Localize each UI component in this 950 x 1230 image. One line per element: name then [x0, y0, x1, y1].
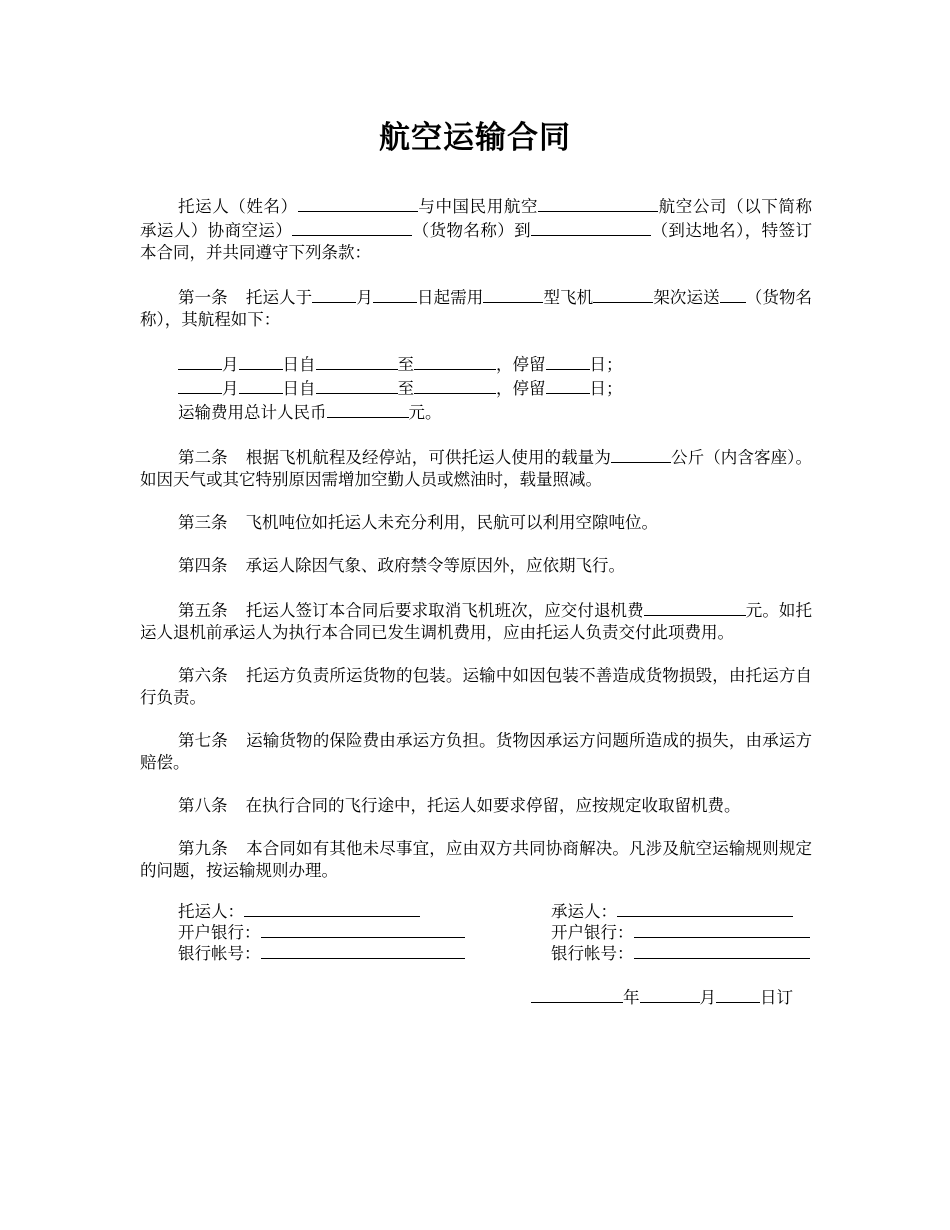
- shipper-bank: 开户银行：: [178, 920, 465, 943]
- blank-month[interactable]: [312, 285, 356, 303]
- blank-destination[interactable]: [531, 218, 651, 236]
- route-line-2: 月 日自 至 ，停留 日；: [140, 376, 812, 400]
- blank-fee[interactable]: [327, 400, 409, 418]
- article-9: 第九条 本合同如有其他未尽事宜，应由双方共同协商解决。凡涉及航空运输规则规定的问题，按运输规则办理。: [140, 839, 813, 880]
- blank-airline[interactable]: [538, 194, 658, 212]
- shipper-signature: 托运人：: [178, 899, 420, 922]
- blank-payload[interactable]: [611, 445, 671, 463]
- blank-shipper-name[interactable]: [298, 194, 418, 212]
- signing-date: 年 月 日订: [531, 984, 793, 1008]
- blank-aircraft-type[interactable]: [483, 285, 543, 303]
- article-7: 第七条 运输货物的保险费由承运方负担。货物因承运方问题所造成的损失，由承运方赔偿。: [140, 731, 813, 772]
- blank-origin[interactable]: [292, 218, 412, 236]
- article-3: 第三条 飞机吨位如托运人未充分利用，民航可以利用空隙吨位。: [178, 513, 658, 532]
- carrier-bank: 开户银行：: [551, 920, 810, 943]
- blank-cancel-fee[interactable]: [644, 598, 746, 616]
- article-1: 第一条 托运人于 月 日起需用 型飞机 架次运送 （货物名称），其航程如下：: [140, 285, 812, 331]
- article-5: 第五条 托运人签订本合同后要求取消飞机班次，应交付退机费 元。如托运人退机前承运人为执行本合同已发生调机费用，应由托运人负责交付此项费用。: [140, 598, 812, 644]
- carrier-signature: 承运人：: [551, 899, 793, 922]
- intro-paragraph: 托运人（姓名） 与中国民用航空 航空公司（以下简称承运人）协商空运） （货物名称）到 （到达地名），特签订本合同，并共同遵守下列条款：: [140, 194, 812, 264]
- carrier-account: 银行帐号：: [551, 941, 810, 964]
- contract-body: [140, 194, 812, 903]
- article-2: 第二条 根据飞机航程及经停站，可供托运人使用的载量为 公斤（内含客座）。如因天气或其它特别原因需增加空勤人员或燃油时，载量照减。: [140, 445, 812, 491]
- article-8: 第八条 在执行合同的飞行途中，托运人如要求停留，应按规定收取留机费。: [178, 796, 741, 815]
- document-title: 航空运输合同: [379, 120, 571, 156]
- blank-flights[interactable]: [593, 285, 653, 303]
- blank-day[interactable]: [373, 285, 417, 303]
- article-6: 第六条 托运方负责所运货物的包装。运输中如因包装不善造成货物损毁，由托运方自行负责。: [140, 666, 813, 707]
- fee-line: 运输费用总计人民币 元。: [140, 400, 812, 424]
- shipper-account: 银行帐号：: [178, 941, 465, 964]
- route-line-1: 月 日自 至 ，停留 日；: [140, 352, 812, 376]
- article-4: 第四条 承运人除因气象、政府禁令等原因外，应依期飞行。: [178, 556, 625, 575]
- blank-goods[interactable]: [720, 285, 746, 303]
